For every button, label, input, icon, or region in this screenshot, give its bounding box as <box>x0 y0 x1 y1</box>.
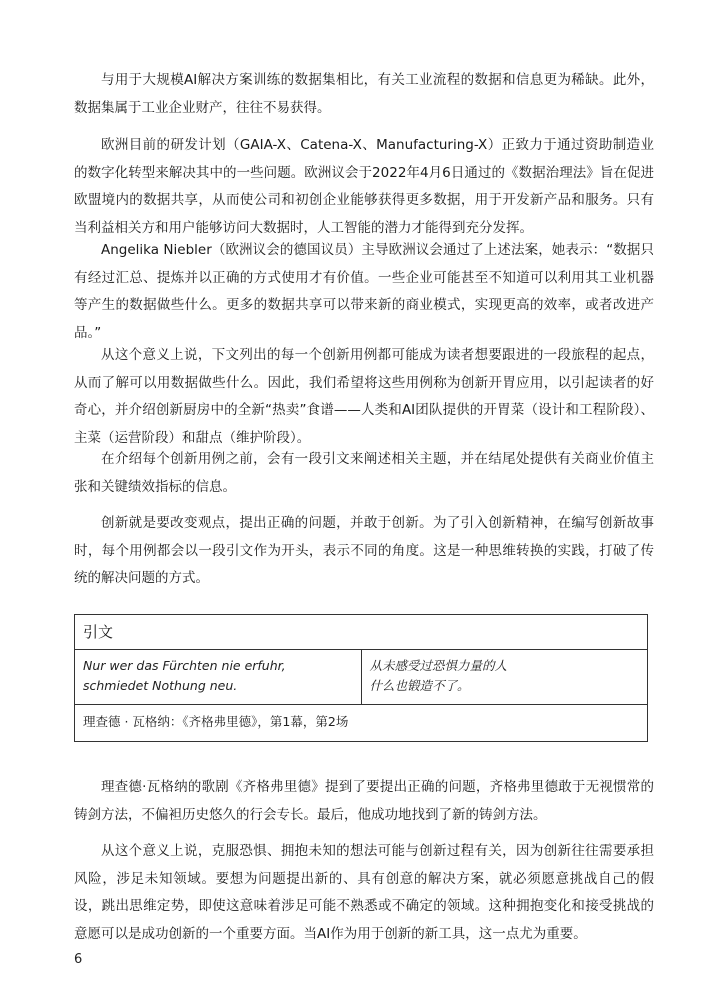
quote-heading: 引文 <box>75 615 647 650</box>
quote-translation <box>361 650 648 704</box>
paragraph-6: 创新就是要改变观点，提出正确的问题，并敢于创新。为了引入创新精神，在编写创新故事时，每个用例都会以一段引文作为开头，表示不同的角度。这是一种思维转换的实践，打破了传统的解决问题的方式。 <box>74 515 654 586</box>
paragraph-1: 与用于大规模AI解决方案训练的数据集相比，有关工业流程的数据和信息更为稀缺。此外，数据集属于工业企业财产，往往不易获得。 <box>74 72 654 116</box>
quote-translation-line-1: 从未感受过恐惧力量的人 <box>369 658 508 673</box>
paragraph-8: 从这个意义上说，克服恐惧、拥抱未知的想法可能与创新过程有关，因为创新往往需要承担风险，涉足未知领域。要想为问题提出新的、具有创意的解决方案，就必须愿意挑战自己的假设，跳出思维定势，即使这意味着涉足可能不熟悉或不确定的领域。这种拥抱变化和接受挑战的意愿可以是成功创新的一个重要方面。当AI作为用于创新的新工具，这一点尤为重要。 <box>74 843 654 942</box>
quote-source: 理查德 · 瓦格纳：《齐格弗里德》，第1幕，第2场 <box>83 714 349 729</box>
quote-original-line-1: Nur wer das Fürchten nie erfuhr, <box>83 658 286 673</box>
quote-original-line-2: schmiedet Nothung neu. <box>83 678 238 693</box>
paragraph-7: 理查德·瓦格纳的歌剧《齐格弗里德》提到了要提出正确的问题，齐格弗里德敢于无视惯常的铸剑方法，不偏袒历史悠久的行会专长。最后，他成功地找到了新的铸剑方法。 <box>74 779 654 823</box>
page-number: 6 <box>74 952 83 967</box>
paragraph-2: 欧洲目前的研发计划（GAIA-X、Catena-X、Manufacturing-X）正致力于通过资助制造业的数字化转型来解决其中的一些问题。欧洲议会于2022年4月6日通过的《数据治理法》旨在促进欧盟境内的数据共享，从而使公司和初创企业能够获得更多数据，用于开发新产品和服务。只有当利益相关方和用户能够访问大数据时，人工智能的潜力才能得到充分发挥。 <box>74 137 654 236</box>
quote-translation-line-2: 什么也锻造不了。 <box>369 678 470 693</box>
paragraph-5: 在介绍每个创新用例之前，会有一段引文来阐述相关主题，并在结尾处提供有关商业价值主张和关键绩效指标的信息。 <box>74 451 654 495</box>
quote-row <box>75 650 647 705</box>
paragraph-3: Angelika Niebler（欧洲议会的德国议员）主导欧洲议会通过了上述法案，她表示：“数据只有经过汇总、提炼并以正确的方式使用才有价值。一些企业可能甚至不知道可以利用其工业机器等产生的数据做些什么。更多的数据共享可以带来新的商业模式，实现更高的效率，或者改进产品。” <box>74 242 654 341</box>
quote-box <box>74 614 648 742</box>
quote-original <box>75 650 361 704</box>
paragraph-4: 从这个意义上说，下文列出的每一个创新用例都可能成为读者想要跟进的一段旅程的起点，从而了解可以用数据做些什么。因此，我们希望将这些用例称为创新开胃应用，以引起读者的好奇心，并介绍创新厨房中的全新“热卖”食谱——人类和AI团队提供的开胃菜（设计和工程阶段）、主菜（运营阶段）和甜点（维护阶段）。 <box>74 347 654 446</box>
